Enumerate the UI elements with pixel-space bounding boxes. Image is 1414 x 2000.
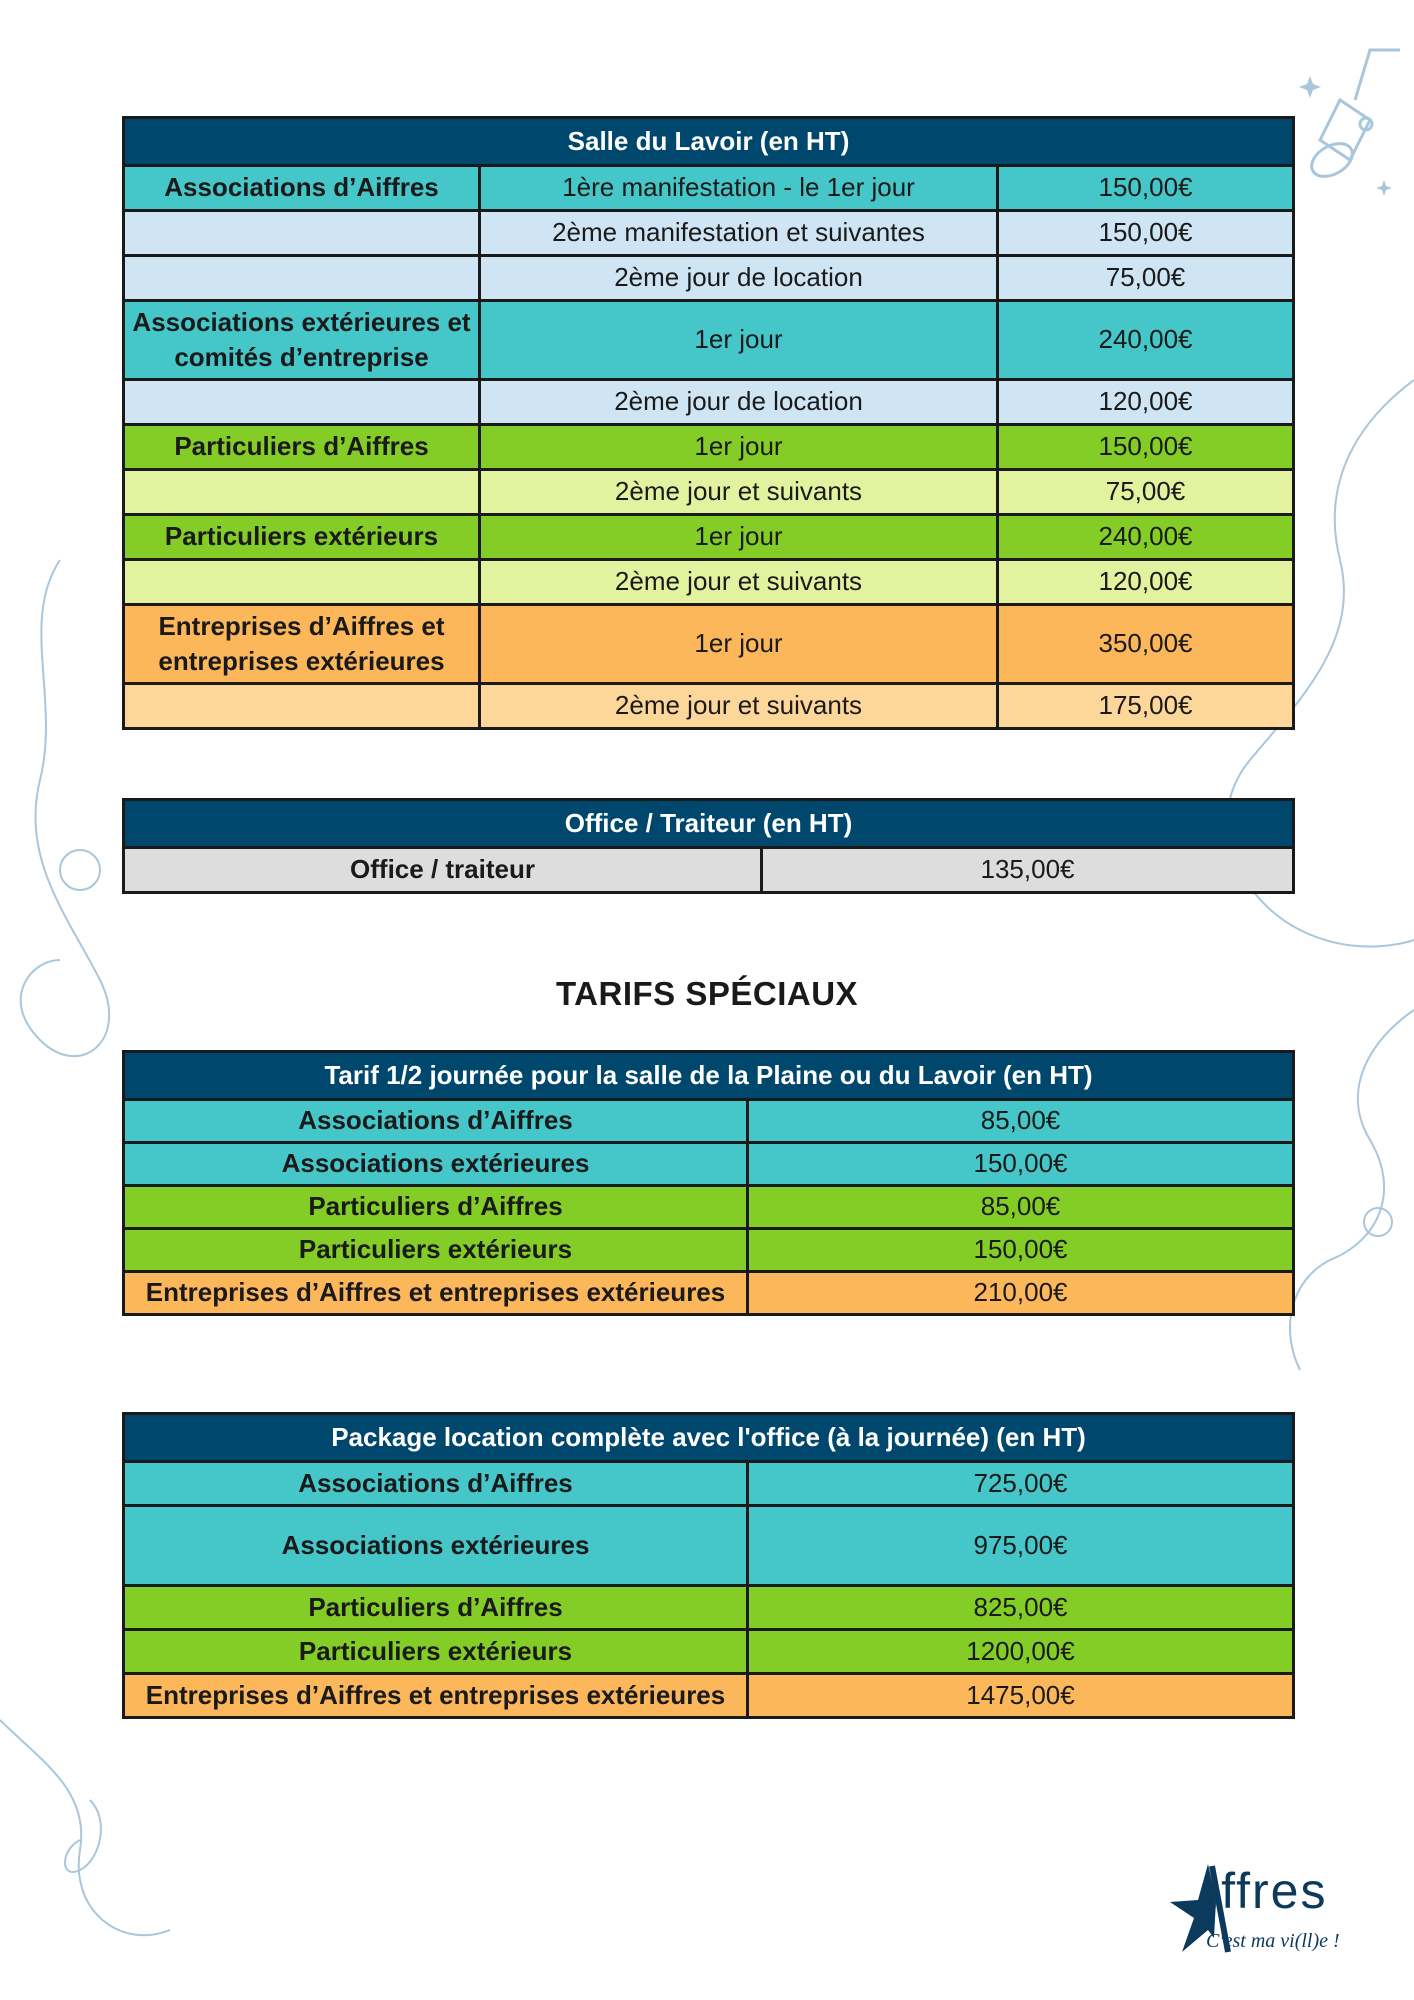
table-title: Tarif 1/2 journée pour la salle de la Plaine ou du Lavoir (en HT) bbox=[124, 1052, 1294, 1100]
category-cell bbox=[124, 470, 480, 515]
table-row bbox=[124, 470, 1294, 515]
category-cell: Associations extérieures bbox=[124, 1143, 748, 1186]
category-cell: Associations extérieures bbox=[124, 1506, 748, 1586]
price-cell: 150,00€ bbox=[998, 425, 1294, 470]
price-cell: 85,00€ bbox=[748, 1186, 1294, 1229]
category-cell: Associations d’Aiffres bbox=[124, 1100, 748, 1143]
price-cell: 210,00€ bbox=[748, 1272, 1294, 1315]
logo-tagline: C'est ma vi(ll)e ! bbox=[1206, 1930, 1340, 1952]
category-cell: Entreprises d’Aiffres et entreprises extérieures bbox=[124, 1674, 748, 1718]
table-row bbox=[124, 1229, 1294, 1272]
price-cell: 150,00€ bbox=[748, 1143, 1294, 1186]
table-row bbox=[124, 1630, 1294, 1674]
table-row bbox=[124, 1506, 1294, 1586]
half-day-tariff-table bbox=[122, 1050, 1295, 1316]
price-cell: 120,00€ bbox=[998, 380, 1294, 425]
lavoir-tariff-table bbox=[122, 116, 1295, 730]
table-row bbox=[124, 515, 1294, 560]
period-cell: 1er jour bbox=[480, 425, 998, 470]
table-row bbox=[124, 1586, 1294, 1630]
price-cell: 1200,00€ bbox=[748, 1630, 1294, 1674]
category-cell: Particuliers d’Aiffres bbox=[124, 1186, 748, 1229]
office-tariff-table bbox=[122, 798, 1295, 894]
table-row bbox=[124, 684, 1294, 729]
category-cell bbox=[124, 256, 480, 301]
package-tariff-table bbox=[122, 1412, 1295, 1719]
table-row bbox=[124, 1186, 1294, 1229]
price-cell: 975,00€ bbox=[748, 1506, 1294, 1586]
category-cell bbox=[124, 560, 480, 605]
period-cell: 2ème jour et suivants bbox=[480, 560, 998, 605]
price-cell: 150,00€ bbox=[998, 166, 1294, 211]
category-cell: Associations d’Aiffres bbox=[124, 1462, 748, 1506]
category-cell: Associations extérieures et comités d’entreprise bbox=[124, 301, 480, 380]
price-cell: 85,00€ bbox=[748, 1100, 1294, 1143]
period-cell: 2ème jour et suivants bbox=[480, 684, 998, 729]
price-cell: 75,00€ bbox=[998, 470, 1294, 515]
table-title: Salle du Lavoir (en HT) bbox=[124, 118, 1294, 166]
table-row bbox=[124, 848, 1294, 893]
period-cell: 1er jour bbox=[480, 605, 998, 684]
category-cell bbox=[124, 380, 480, 425]
price-cell: 825,00€ bbox=[748, 1586, 1294, 1630]
table-row bbox=[124, 1462, 1294, 1506]
table-row bbox=[124, 211, 1294, 256]
category-cell: Particuliers extérieurs bbox=[124, 1229, 748, 1272]
table-row bbox=[124, 605, 1294, 684]
price-cell: 75,00€ bbox=[998, 256, 1294, 301]
price-cell: 240,00€ bbox=[998, 301, 1294, 380]
price-cell: 135,00€ bbox=[762, 848, 1294, 893]
table-title: Office / Traiteur (en HT) bbox=[124, 800, 1294, 848]
table-title: Package location complète avec l'office (à la journée) (en HT) bbox=[124, 1414, 1294, 1462]
price-cell: 240,00€ bbox=[998, 515, 1294, 560]
period-cell: 1er jour bbox=[480, 515, 998, 560]
price-cell: 150,00€ bbox=[748, 1229, 1294, 1272]
period-cell: 2ème jour de location bbox=[480, 256, 998, 301]
category-cell: Particuliers extérieurs bbox=[124, 515, 480, 560]
table-row bbox=[124, 166, 1294, 211]
price-cell: 1475,00€ bbox=[748, 1674, 1294, 1718]
category-cell: Office / traiteur bbox=[124, 848, 762, 893]
table-row bbox=[124, 1674, 1294, 1718]
price-cell: 350,00€ bbox=[998, 605, 1294, 684]
price-cell: 175,00€ bbox=[998, 684, 1294, 729]
special-rates-heading: TARIFS SPÉCIAUX bbox=[555, 975, 859, 1012]
table-row bbox=[124, 1143, 1294, 1186]
period-cell: 2ème jour et suivants bbox=[480, 470, 998, 515]
table-row bbox=[124, 1100, 1294, 1143]
category-cell: Associations d’Aiffres bbox=[124, 166, 480, 211]
period-cell: 1er jour bbox=[480, 301, 998, 380]
category-cell: Particuliers extérieurs bbox=[124, 1630, 748, 1674]
price-cell: 150,00€ bbox=[998, 211, 1294, 256]
table-row bbox=[124, 1272, 1294, 1315]
table-row bbox=[124, 380, 1294, 425]
table-row bbox=[124, 425, 1294, 470]
period-cell: 2ème jour de location bbox=[480, 380, 998, 425]
logo-wordmark: iffres bbox=[1208, 1863, 1328, 1919]
category-cell bbox=[124, 211, 480, 256]
category-cell bbox=[124, 684, 480, 729]
period-cell: 2ème manifestation et suivantes bbox=[480, 211, 998, 256]
table-row bbox=[124, 301, 1294, 380]
category-cell: Particuliers d’Aiffres bbox=[124, 425, 480, 470]
table-row bbox=[124, 560, 1294, 605]
price-cell: 120,00€ bbox=[998, 560, 1294, 605]
category-cell: Particuliers d’Aiffres bbox=[124, 1586, 748, 1630]
category-cell: Entreprises d’Aiffres et entreprises extérieures bbox=[124, 605, 480, 684]
table-row bbox=[124, 256, 1294, 301]
price-cell: 725,00€ bbox=[748, 1462, 1294, 1506]
category-cell: Entreprises d’Aiffres et entreprises extérieures bbox=[124, 1272, 748, 1315]
period-cell: 1ère manifestation - le 1er jour bbox=[480, 166, 998, 211]
